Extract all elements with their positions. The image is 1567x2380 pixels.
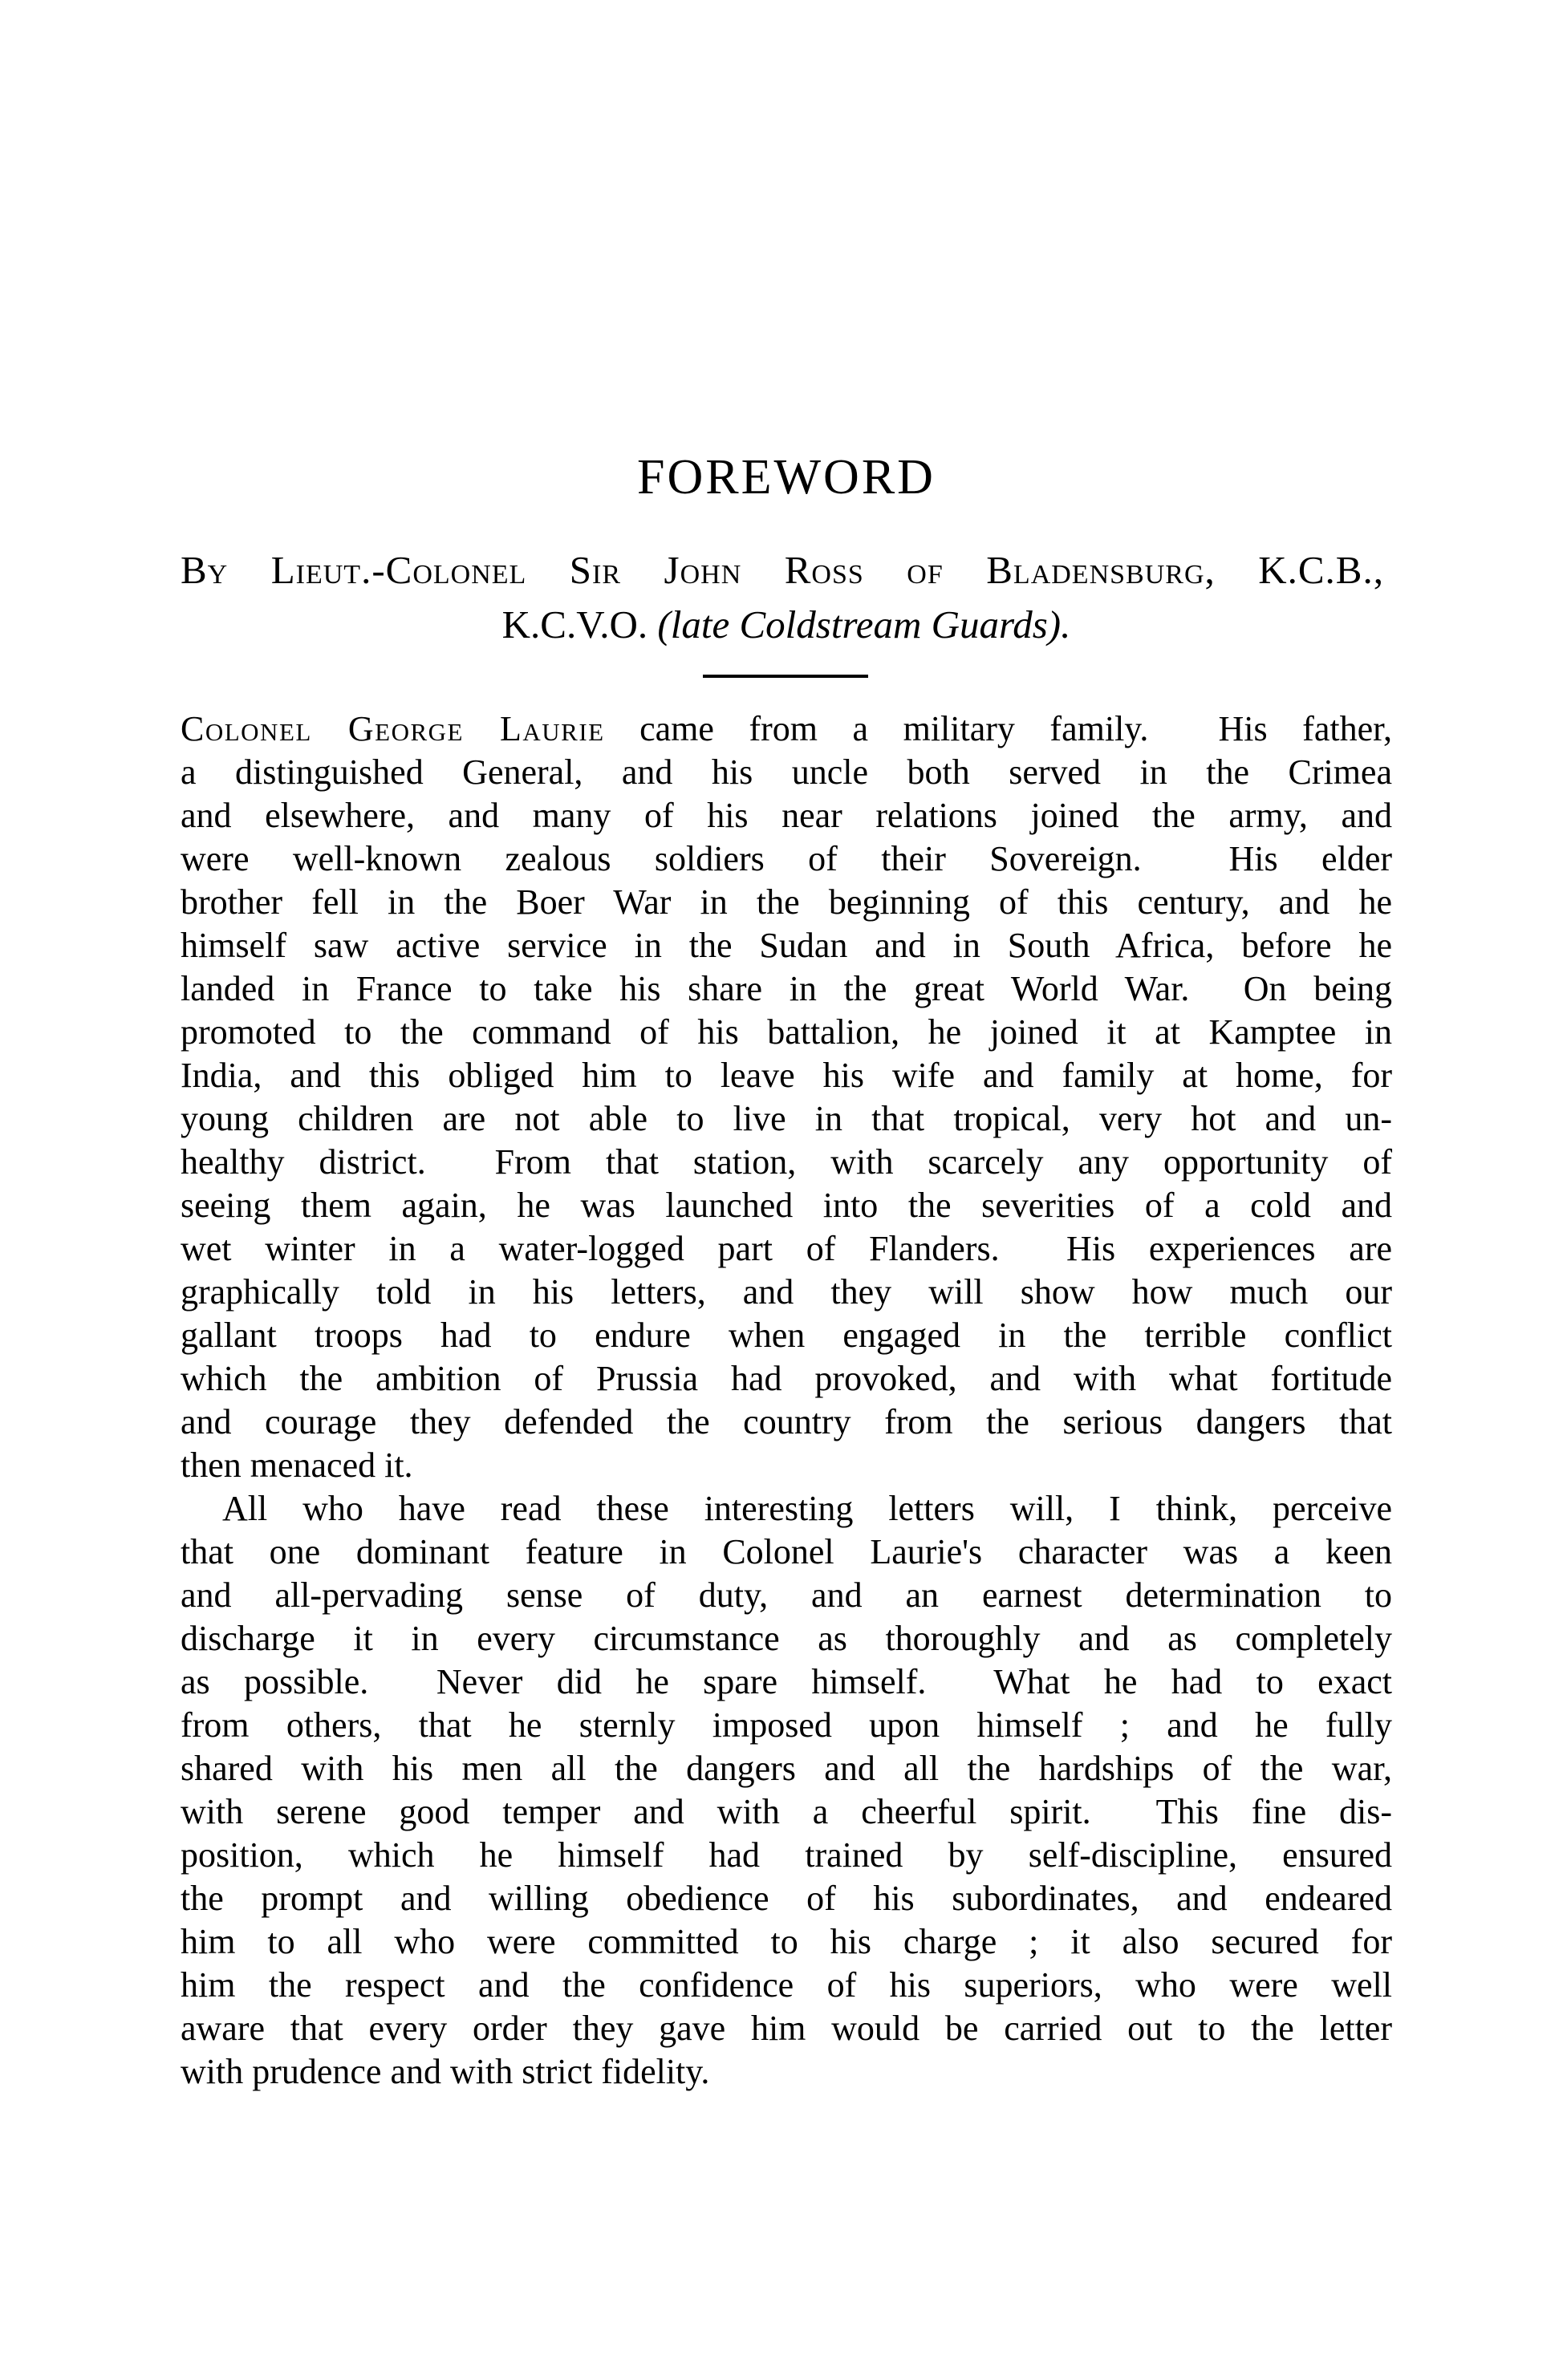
text-line: him the respect and the confidence of his superiors, who were well (181, 1965, 1392, 2005)
byline-honours: K.C.V.O. (501, 602, 658, 647)
text-line: were well-known zealous soldiers of their Sovereign. His elder (181, 839, 1392, 878)
text-line: him to all who were committed to his charge ; it also secured for (181, 1922, 1392, 1961)
text-line: that one dominant feature in Colonel Laurie's character was a keen (181, 1532, 1392, 1571)
text-line: and courage they defended the country from the serious dangers that (181, 1402, 1392, 1441)
text-line: himself saw active service in the Sudan and in South Africa, before he (181, 926, 1392, 965)
text-line: which the ambition of Prussia had provoked, and with what fortitude (181, 1359, 1392, 1398)
text-line: discharge it in every circumstance as thoroughly and as completely (181, 1619, 1392, 1658)
page-title: FOREWORD (637, 450, 936, 505)
text-line (181, 708, 1392, 751)
text-line: with prudence and with strict fidelity. (181, 2052, 710, 2091)
paragraph-lead-rest: came from a military family. His father, (604, 709, 1392, 748)
paragraph-lead-smallcaps: Colonel George Laurie (181, 709, 605, 748)
text-line: from others, that he sternly imposed upon himself ; and he fully (181, 1705, 1392, 1745)
section-divider-rule (703, 675, 868, 678)
text-line: a distinguished General, and his uncle both served in the Crimea (181, 752, 1392, 792)
byline-regiment: (late Coldstream Guards). (657, 602, 1071, 647)
text-line: then menaced it. (181, 1445, 413, 1485)
text-line: and all-pervading sense of duty, and an earnest determination to (181, 1575, 1392, 1615)
text-line: the prompt and willing obedience of his subordinates, and endeared (181, 1879, 1392, 1918)
text-line: All who have read these interesting letters will, I think, perceive (222, 1489, 1392, 1528)
text-line: brother fell in the Boer War in the beginning of this century, and he (181, 882, 1392, 922)
text-line: India, and this obliged him to leave his wife and family at home, for (181, 1056, 1392, 1095)
text-line: position, which he himself had trained by self-discipline, ensured (181, 1835, 1392, 1875)
text-line: aware that every order they gave him would be carried out to the letter (181, 2009, 1392, 2048)
text-line: healthy district. From that station, with scarcely any opportunity of (181, 1142, 1392, 1182)
text-line: wet winter in a water-logged part of Flanders. His experiences are (181, 1229, 1392, 1268)
text-line: seeing them again, he was launched into the severities of a cold and (181, 1186, 1392, 1225)
byline-line-2 (181, 602, 1392, 648)
byline-line-1: By Lieut.-Colonel Sir John Ross of Bladensburg, K.C.B., (181, 548, 1384, 592)
text-line: shared with his men all the dangers and all the hardships of the war, (181, 1749, 1392, 1788)
text-line: as possible. Never did he spare himself. What he had to exact (181, 1662, 1392, 1701)
text-line: landed in France to take his share in the great World War. On being (181, 969, 1392, 1008)
text-line: gallant troops had to endure when engaged in the terrible conflict (181, 1316, 1392, 1355)
foreword-body (181, 708, 1392, 2094)
text-line: promoted to the command of his battalion, he joined it at Kamptee in (181, 1012, 1392, 1052)
text-line: young children are not able to live in that tropical, very hot and un- (181, 1099, 1392, 1138)
text-line: graphically told in his letters, and they will show how much our (181, 1272, 1392, 1312)
text-line: with serene good temper and with a cheerful spirit. This fine dis- (181, 1792, 1392, 1831)
text-line: and elsewhere, and many of his near relations joined the army, and (181, 796, 1392, 835)
